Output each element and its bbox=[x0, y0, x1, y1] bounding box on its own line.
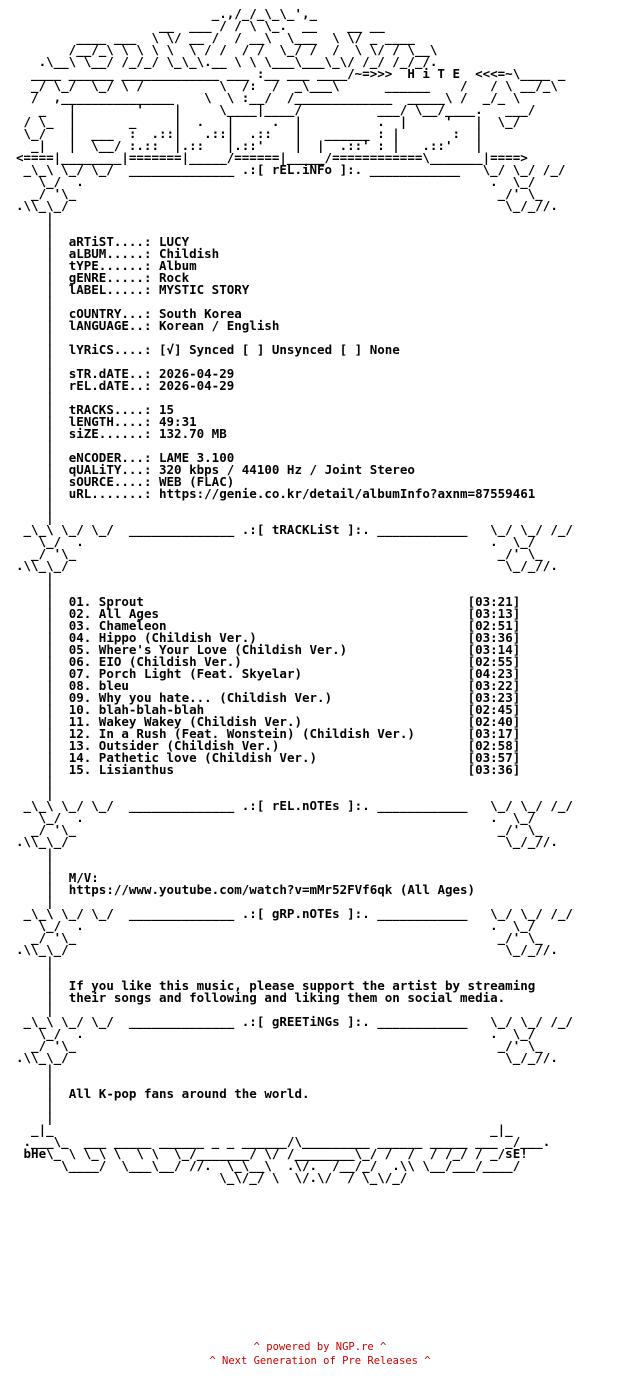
info-key: lANGUAGE..: bbox=[68, 318, 159, 333]
track-title: Wakey Wakey (Childish Ver.) bbox=[98, 714, 468, 729]
info-key: lABEL.....: bbox=[68, 282, 159, 297]
bottom-art-line: bHe\_ \ \_\ \ \ \ \_/_______/ \/ /________\_/ / / / /_/ / _/sE! bbox=[16, 1146, 528, 1161]
border: | bbox=[16, 690, 69, 705]
border: | bbox=[16, 462, 69, 477]
info-row bbox=[16, 426, 227, 441]
divider-art: .\\_\_/ \_/_//. bbox=[16, 1050, 558, 1065]
info-key: siZE......: bbox=[68, 426, 159, 441]
track-title: Hippo (Childish Ver.) bbox=[98, 630, 468, 645]
section-title-tracklist: .:[ tRACKLiSt ]:. bbox=[241, 522, 370, 537]
header-art-line: \_/ . . \_/ bbox=[16, 174, 536, 189]
track-number: 08. bbox=[68, 678, 99, 693]
border: | bbox=[16, 258, 69, 273]
info-row bbox=[16, 486, 535, 501]
border: | bbox=[16, 642, 69, 657]
border: | bbox=[16, 234, 69, 249]
footer-powered-by: ^ powered by NGP.re ^ bbox=[253, 1341, 387, 1353]
border: | bbox=[16, 474, 69, 489]
header-art-line: ____ ___ \ \/ __ / / __\ \___ \ \/ _ ____ bbox=[16, 30, 415, 45]
border: | bbox=[16, 714, 69, 729]
bottom-art-line: .___\_ ___ _____ ______ _ _ ______/\_________ ______ _____ ___ _/___. bbox=[16, 1134, 551, 1149]
info-key: eNCODER...: bbox=[68, 450, 159, 465]
info-value: 49:31 bbox=[159, 414, 197, 429]
track-duration: [04:23] bbox=[467, 666, 521, 681]
divider-art: \_/ . . \_/ bbox=[16, 534, 536, 549]
section-title-rel-notes: .:[ rEL.nOTEs ]:. bbox=[241, 798, 370, 813]
track-number: 14. bbox=[68, 750, 99, 765]
info-value: Childish bbox=[159, 246, 220, 261]
info-key: aRTiST....: bbox=[68, 234, 159, 249]
track-duration: [03:36] bbox=[467, 762, 521, 777]
bottom-art-line: _|_ _|_ bbox=[16, 1122, 513, 1137]
info-key: sOURCE....: bbox=[68, 474, 159, 489]
track-duration: [02:40] bbox=[467, 714, 521, 729]
track-number: 10. bbox=[68, 702, 99, 717]
header-art-line: _.,/_/_\_\_',_ bbox=[16, 6, 318, 21]
track-number: 11. bbox=[68, 714, 99, 729]
track-number: 04. bbox=[68, 630, 99, 645]
info-value: 2026-04-29 bbox=[159, 366, 235, 381]
border: | bbox=[16, 882, 69, 897]
track-number: 06. bbox=[68, 654, 99, 669]
track-title: Sprout bbox=[98, 594, 468, 609]
divider-art: _/ '\_ _/' \_ bbox=[16, 822, 543, 837]
track-title: Where's Your Love (Childish Ver.) bbox=[98, 642, 468, 657]
divider-art: _\_\ \_/ \_/ ______________ bbox=[16, 522, 242, 537]
border: | bbox=[16, 870, 69, 885]
track-title: All Ages bbox=[98, 606, 468, 621]
border: | bbox=[16, 750, 69, 765]
border: | bbox=[16, 630, 69, 645]
rel-note-row bbox=[16, 882, 475, 897]
footer-tagline: ^ Next Generation of Pre Releases ^ bbox=[209, 1355, 431, 1367]
info-row bbox=[16, 282, 249, 297]
border: | bbox=[16, 702, 69, 717]
header-art-line: _| | \__/ :.:: |.:: |.::' | | .::' : | .::' | bbox=[16, 138, 483, 153]
border: | bbox=[16, 414, 69, 429]
note-line: their songs and following and liking them on social media. bbox=[68, 990, 506, 1005]
track-title: bleu bbox=[98, 678, 468, 693]
info-value: 320 kbps / 44100 Hz / Joint Stereo bbox=[159, 462, 415, 477]
divider-art: .\\_\_/ \_/_//. bbox=[16, 834, 558, 849]
border: | bbox=[16, 318, 69, 333]
divider-art: \_/ . . \_/ bbox=[16, 810, 536, 825]
border: | bbox=[16, 450, 69, 465]
track-title: Pathetic love (Childish Ver.) bbox=[98, 750, 468, 765]
border: | bbox=[16, 618, 69, 633]
info-key: aLBUM.....: bbox=[68, 246, 159, 261]
info-value: MYSTIC STORY bbox=[159, 282, 250, 297]
info-key: tYPE......: bbox=[68, 258, 159, 273]
border: | bbox=[16, 426, 69, 441]
track-number: 09. bbox=[68, 690, 99, 705]
info-key: sTR.dATE..: bbox=[68, 366, 159, 381]
info-key: gENRE.....: bbox=[68, 270, 159, 285]
track-duration: [03:23] bbox=[467, 690, 521, 705]
track-number: 01. bbox=[68, 594, 99, 609]
info-value: LUCY bbox=[159, 234, 190, 249]
divider-art: ____________ \_/ \_/ /_/ bbox=[369, 522, 573, 537]
grp-note-row bbox=[16, 990, 505, 1005]
divider-art: \_/ . . \_/ bbox=[16, 918, 536, 933]
border: | bbox=[16, 594, 69, 609]
track-title: Porch Light (Feat. Skyelar) bbox=[98, 666, 468, 681]
divider-art: \_/ . . \_/ bbox=[16, 1026, 536, 1041]
track-duration: [02:45] bbox=[467, 702, 521, 717]
track-title: Why you hate... (Childish Ver.) bbox=[98, 690, 468, 705]
section-title-greetings: .:[ gREETiNGs ]:. bbox=[241, 1014, 370, 1029]
footer bbox=[0, 1340, 640, 1368]
info-key: uRL.......: bbox=[68, 486, 159, 501]
divider-art: _/ '\_ _/' \_ bbox=[16, 1038, 543, 1053]
info-key: cOUNTRY...: bbox=[68, 306, 159, 321]
info-value: [√] Synced [ ] Unsynced [ ] None bbox=[159, 342, 400, 357]
track-number: 03. bbox=[68, 618, 99, 633]
border: | bbox=[16, 726, 69, 741]
divider-art: ____________ \_/ \_/ /_/ bbox=[369, 1014, 573, 1029]
info-key: tRACKS....: bbox=[68, 402, 159, 417]
header-art-line: <====|________|=======|_____/======|_____/============\_______|====> bbox=[16, 150, 528, 165]
greeting-line: All K-pop fans around the world. bbox=[68, 1086, 310, 1101]
track-title: In a Rush (Feat. Wonstein) (Childish Ver.) bbox=[98, 726, 468, 741]
divider-art: _/ '\_ _/' \_ bbox=[16, 930, 543, 945]
header-art-line: .\\_\_/ \_/_//. bbox=[16, 198, 558, 213]
info-value: 15 bbox=[159, 402, 175, 417]
track-title: Chameleon bbox=[98, 618, 468, 633]
info-row bbox=[16, 342, 400, 357]
header-art-line: / \_ | _ | . | . | . | ' | \_/ bbox=[16, 114, 521, 129]
border: | bbox=[16, 678, 69, 693]
border: | bbox=[16, 402, 69, 417]
info-value: Rock bbox=[159, 270, 190, 285]
header-art-line: _\_\ \_/ \_/ ______________ .:[ rEL.iNFo ]:. ____________ \_/ \_/ /_/ bbox=[16, 162, 566, 177]
divider-art: _\_\ \_/ \_/ ______________ bbox=[16, 798, 242, 813]
track-title: Lisianthus bbox=[98, 762, 468, 777]
info-key: lENGTH....: bbox=[68, 414, 159, 429]
track-duration: [03:22] bbox=[467, 678, 521, 693]
border: | bbox=[16, 654, 69, 669]
divider-art: ____________ \_/ \_/ /_/ bbox=[369, 906, 573, 921]
info-value: Korean / English bbox=[159, 318, 280, 333]
track-duration: [02:55] bbox=[467, 654, 521, 669]
info-value: WEB (FLAC) bbox=[159, 474, 235, 489]
header-art-line: \_/ | ___ : .::| .::| .:: | ______ : | : | bbox=[16, 126, 483, 141]
nfo-text-block: _.,/_/_\_\_',_ __ ___ / / \ \_. __ __ __ ____ ___ \ \/ __ / / __\ \___ \ \/ _ ____ /__/_\ \ \ \ \ \ / / / / \_/ / / \ \/ / \__\ .\__\ \__/ /_/_/ \_\_\.__ \ \ \___\___\_\/ /_/ /_/_/. ____ ______ _____________ ___ :__ ___ ____/~=>>> H i T E <<<=~\____ _ _/ \_/ \_/ \ / \ /: / _\___\ ______ / / \ __/_\ / ,_______________ \ \ :__/ /_____________ _____\ / _/_ \ _ | ' | \____|____/ ___/ \__/____. ___/ / \_ | _ | . | . | . | ' | \_/ \_/ | ___ : .::| .::| .:: | ______ : | : | _| | \__/ :.:: |.:: |.::' | | .::' : | .::' | <====|________|=======|_____/======|_____/============\_______|====> _\_\ \_/ \_/ ______________ .:[ rEL.iNFo ]:. ____________ \_/ \_/ /_/ \_/ . . \_/ _/ '\_ _/' \_ .\\_\_/ \_/_//. | | | aRTiST....: LUCY | aLBUM.....: Childish | tYPE......: Album | gENRE.....: Rock | lABEL.....: MYSTIC STORY | | cOUNTRY...: South Korea | lANGUAGE..: Korean / English | | lYRiCS....: [√] Synced [ ] Unsynced [ ] None | | sTR.dATE..: 2026-04-29 | rEL.dATE..: 2026-04-29 | | tRACKS....: 15 | lENGTH....: 49:31 | siZE......: 132.70 MB | | eNCODER...: LAME 3.100 | qUALiTY...: 320 kbps / 44100 Hz / Joint Stereo | sOURCE....: WEB (FLAC) | uRL.......: https://genie.co.kr/detail/albumInfo?axnm=87559461 | | _\_\ \_/ \_/ ______________ .:[ tRACKLiSt ]:. ____________ \_/ \_/ /_/ \_/ . . \_/ _/ '\_ _/' \_ .\\_\_/ \_/_//. | | | 01. Sprout [03:21] | 02. All Ages [03:13] | 03. Chameleon [02:51] | 04. Hippo (Childish Ver.) [03:36] | 05. Where's Your Love (Childish Ver.) [03:14] | 06. EIO (Childish Ver.) [02:55] | 07. Porch Light (Feat. Skyelar) [04:23] | 08. bleu [03:22] | 09. Why you hate... (Childish Ver.) [03:23] | 10. blah-blah-blah [02:45] | 11. Wakey Wakey (Childish Ver.) [02:40] | 12. In a Rush (Feat. Wonstein) (Childish Ver.) [03:17] | 13. Outsider (Childish Ver.) [02:58] | 14. Pathetic love (Childish Ver.) [03:57] | 15. Lisianthus [03:36] | | _\_\ \_/ \_/ ______________ .:[ rEL.nOTEs ]:. ____________ \_/ \_/ /_/ \_/ . . \_/ _/ '\_ _/' \_ .\\_\_/ \_/_//. | | | M/V: | https://www.youtube.com/watch?v=mMr52FVf6qk (All Ages) | _\_\ \_/ \_/ ______________ .:[ gRP.nOTEs ]:. ____________ \_/ \_/ /_/ \_/ . . \_/ _/ '\_ _/' \_ .\\_\_/ \_/_//. | | | If you like this music, please support the artist by streaming | their songs and following and liking them on social media. | _\_\ \_/ \_/ ______________ .:[ gREETiNGs ]:. ____________ \_/ \_/ /_/ \_/ . . \_/ _/ '\_ _/' \_ .\\_\_/ \_/_//. | | | All K-pop fans around the world. | | _|_ _|_ .___\_ ___ _____ ______ _ _ ______/\_________ ______ _____ ___ _/___. bHe\_ \ \_\ \ \ \ \_/_______/ \/ /________\_/ / / / /_/ / _/sE! \____/ \___\__/ //. \_\__\ .\/. /__/_/ .\\ \__/___/____/ \_\/_/ \ \/.\/ / \_\/_/ bbox=[16, 6, 573, 1185]
track-number: 02. bbox=[68, 606, 99, 621]
track-duration: [03:36] bbox=[467, 630, 521, 645]
track-duration: [02:58] bbox=[467, 738, 521, 753]
track-title: Outsider (Childish Ver.) bbox=[98, 738, 468, 753]
divider-art: ____________ \_/ \_/ /_/ bbox=[369, 798, 573, 813]
header-art-line: _/ \_/ \_/ \ / \ /: / _\___\ ______ / / \ __/_\ bbox=[16, 78, 558, 93]
track-number: 13. bbox=[68, 738, 99, 753]
info-row bbox=[16, 318, 279, 333]
track-duration: [02:51] bbox=[467, 618, 521, 633]
divider-art: _\_\ \_/ \_/ ______________ bbox=[16, 906, 242, 921]
track-number: 15. bbox=[68, 762, 99, 777]
divider-art: _\_\ \_/ \_/ ______________ bbox=[16, 1014, 242, 1029]
track-title: blah-blah-blah bbox=[98, 702, 468, 717]
info-value: Album bbox=[159, 258, 197, 273]
divider-art: .\\_\_/ \_/_//. bbox=[16, 942, 558, 957]
greeting-row bbox=[16, 1086, 310, 1101]
header-art-line: /__/_\ \ \ \ \ \ / / / / \_/ / / \ \/ / \__\ bbox=[16, 42, 438, 57]
border: | bbox=[16, 762, 69, 777]
border: | bbox=[16, 342, 69, 357]
info-key: qUALiTY...: bbox=[68, 462, 159, 477]
divider-art: _/ '\_ _/' \_ bbox=[16, 546, 543, 561]
track-duration: [03:14] bbox=[467, 642, 521, 657]
header-art-line: / ,_______________ \ \ :__/ /_____________ _____\ / _/_ \ bbox=[16, 90, 521, 105]
bottom-art-line: \____/ \___\__/ //. \_\__\ .\/. /__/_/ .\\ \__/___/____/ bbox=[16, 1158, 521, 1173]
border: | bbox=[16, 606, 69, 621]
border: | bbox=[16, 306, 69, 321]
track-title: EIO (Childish Ver.) bbox=[98, 654, 468, 669]
info-key: rEL.dATE..: bbox=[68, 378, 159, 393]
info-value: LAME 3.100 bbox=[159, 450, 235, 465]
header-art-line: ____ ______ _____________ ___ :__ ___ ____/~=>>> H i T E <<<=~\____ _ bbox=[16, 66, 566, 81]
track-number: 07. bbox=[68, 666, 99, 681]
border: | bbox=[16, 246, 69, 261]
info-value: South Korea bbox=[159, 306, 242, 321]
info-value: https://genie.co.kr/detail/albumInfo?axnm=87559461 bbox=[159, 486, 536, 501]
divider-art: .\\_\_/ \_/_//. bbox=[16, 558, 558, 573]
border: | bbox=[16, 666, 69, 681]
border: | bbox=[16, 990, 69, 1005]
section-title-grp-notes: .:[ gRP.nOTEs ]:. bbox=[241, 906, 370, 921]
header-art-line: __ ___ / / \ \_. __ __ __ bbox=[16, 18, 385, 33]
note-line: If you like this music, please support the artist by streaming bbox=[68, 978, 536, 993]
bottom-art-line: \_\/_/ \ \/.\/ / \_\/_/ bbox=[16, 1170, 408, 1185]
header-art-line: _ | ' | \____|____/ ___/ \__/____. ___/ bbox=[16, 102, 536, 117]
track-number: 12. bbox=[68, 726, 99, 741]
info-row bbox=[16, 378, 234, 393]
track-duration: [03:57] bbox=[467, 750, 521, 765]
border: | bbox=[16, 366, 69, 381]
header-art-line: .\__\ \__/ /_/_/ \_\_\.__ \ \ \___\___\_\/ /_/ /_/_/. bbox=[16, 54, 438, 69]
border: | bbox=[16, 978, 69, 993]
track-duration: [03:21] bbox=[467, 594, 521, 609]
border: | bbox=[16, 1086, 69, 1101]
track-number: 05. bbox=[68, 642, 99, 657]
border: | bbox=[16, 270, 69, 285]
note-line: https://www.youtube.com/watch?v=mMr52FVf6qk (All Ages) bbox=[68, 882, 476, 897]
track-duration: [03:13] bbox=[467, 606, 521, 621]
border: | bbox=[16, 378, 69, 393]
header-art-line: _/ '\_ _/' \_ bbox=[16, 186, 543, 201]
border: | bbox=[16, 738, 69, 753]
info-value: 2026-04-29 bbox=[159, 378, 235, 393]
info-key: lYRiCS....: bbox=[68, 342, 159, 357]
border: | bbox=[16, 486, 69, 501]
track-row bbox=[16, 762, 520, 777]
note-line: M/V: bbox=[68, 870, 99, 885]
track-duration: [03:17] bbox=[467, 726, 521, 741]
border: | bbox=[16, 282, 69, 297]
info-value: 132.70 MB bbox=[159, 426, 227, 441]
